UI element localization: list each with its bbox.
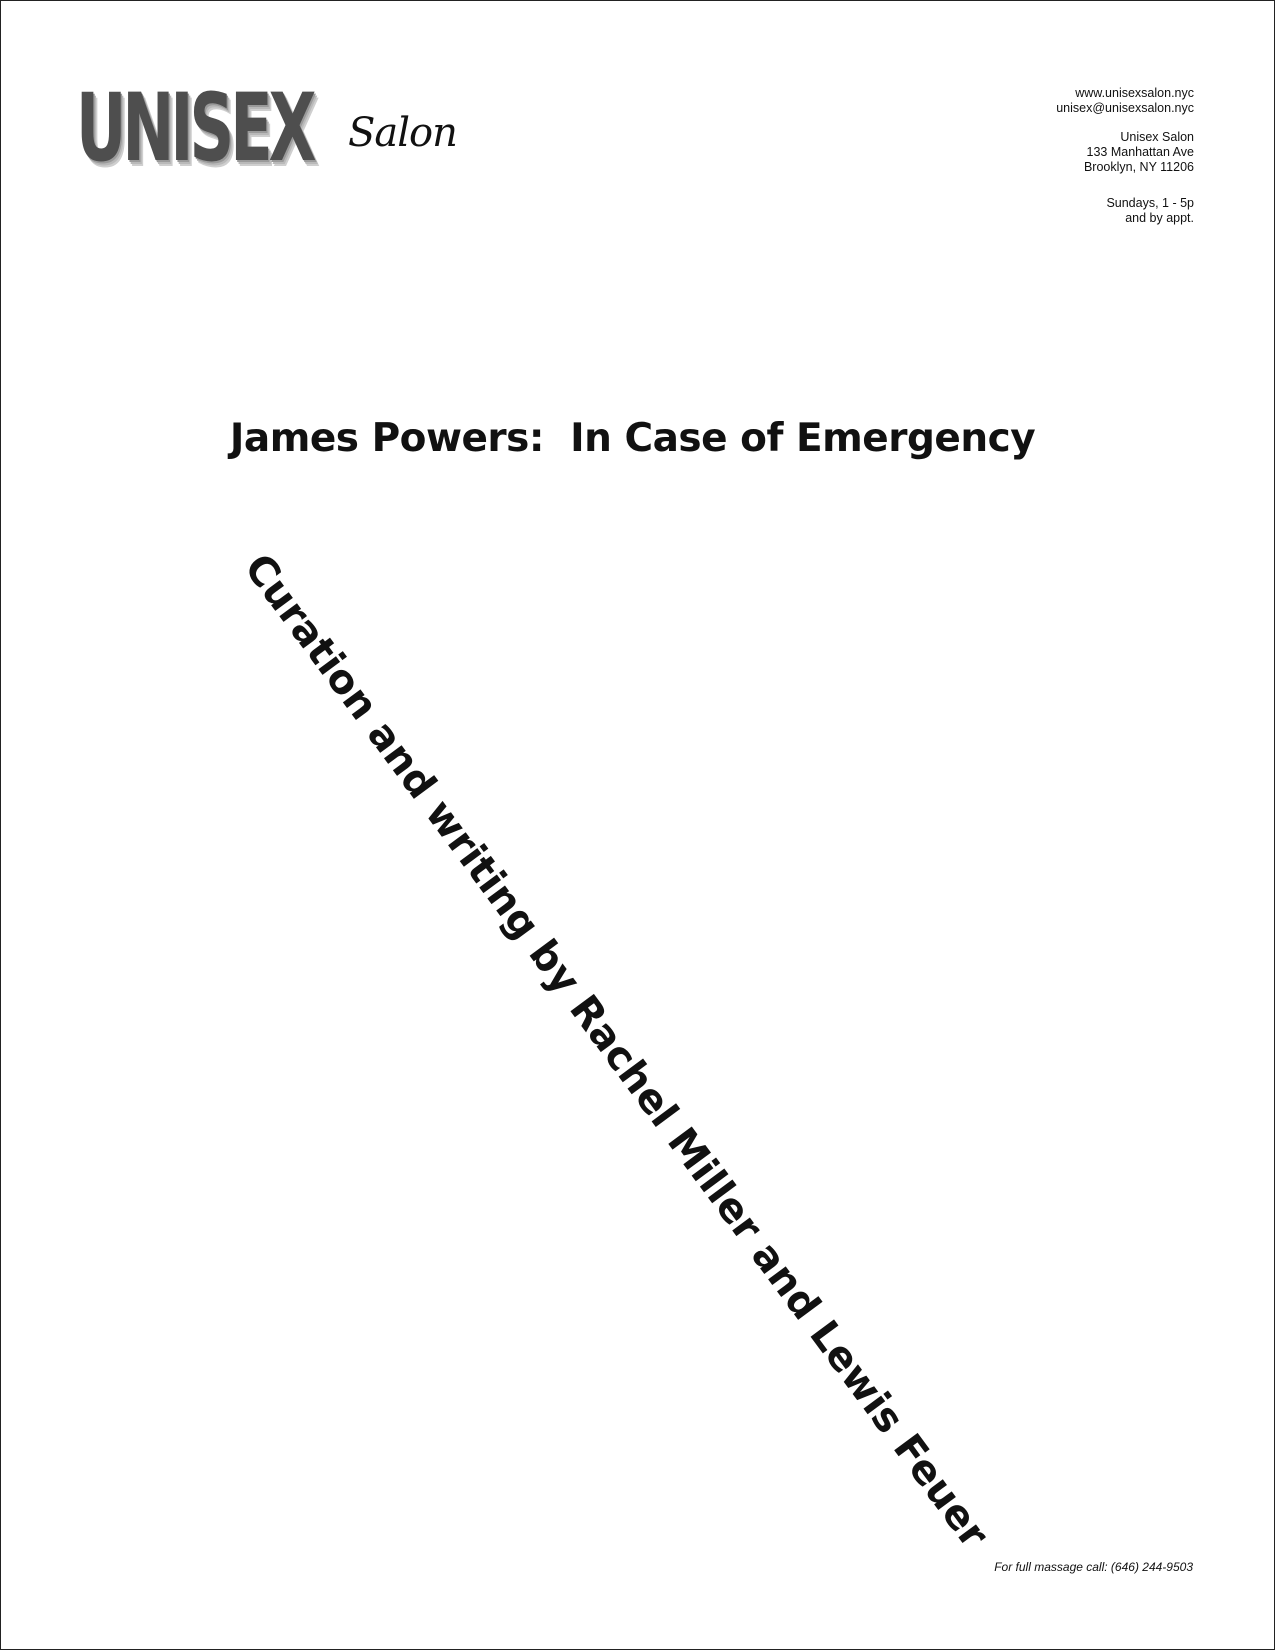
logo-wordmark: UNISEX (76, 74, 313, 183)
address-street: 133 Manhattan Ave (1086, 145, 1194, 159)
footer-phone-note: For full massage call: (646) 244-9503 (994, 1560, 1193, 1574)
address-city: Brooklyn, NY 11206 (1083, 160, 1194, 174)
contact-block (1056, 86, 1194, 226)
address-name: Unisex Salon (1120, 130, 1194, 144)
logo-script-text: Salon (348, 110, 457, 156)
curation-credit: Curation and writing by Rachel Miller and Lewis Feuer (234, 545, 998, 1557)
website-link[interactable]: www.unisexsalon.nyc (1075, 86, 1194, 100)
hours-appointment: and by appt. (1125, 211, 1194, 225)
hours-line: Sundays, 1 - 5p (1106, 196, 1194, 210)
unisex-salon-logo (76, 74, 457, 183)
exhibition-title: James Powers: In Case of Emergency (229, 416, 1036, 461)
email-link[interactable]: unisex@unisexsalon.nyc (1056, 101, 1194, 115)
